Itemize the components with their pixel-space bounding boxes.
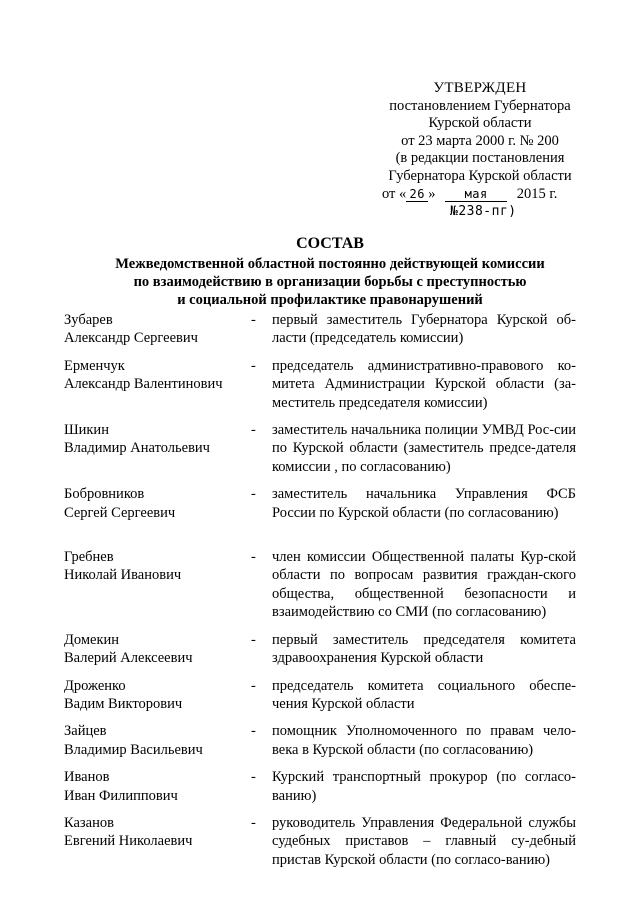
member-row xyxy=(64,357,576,412)
approval-line: от 23 марта 2000 г. № 200 xyxy=(401,132,559,149)
member-role: заместитель начальника Управления ФСБ России по Курской области (по согласованию) xyxy=(272,486,576,521)
member-row xyxy=(64,768,576,805)
member-row xyxy=(64,814,576,869)
member-surname: Гребнев xyxy=(64,549,114,566)
member-name xyxy=(64,311,244,348)
member-role: руководитель Управления Федеральной службы судебных приставов – главный су-дебный пристав Курской области (по согласо-ванию) xyxy=(272,814,576,868)
member-dash: - xyxy=(251,549,256,566)
member-name xyxy=(64,814,244,851)
approval-line: постановлением Губернатора xyxy=(389,97,571,114)
member-dash: - xyxy=(251,312,256,328)
member-surname: Ерменчук xyxy=(64,357,125,374)
approval-line: Курской области xyxy=(428,115,532,132)
member-name xyxy=(64,421,244,458)
title-line: Межведомственной областной постоянно действующей комиссии xyxy=(115,256,545,272)
member-surname: Зубарев xyxy=(64,312,113,328)
approval-stamp xyxy=(360,80,600,221)
member-name xyxy=(64,485,244,522)
member-dash: - xyxy=(251,723,256,740)
member-role: Курский транспортный прокурор (по согласо-ванию) xyxy=(272,769,576,804)
member-name xyxy=(64,677,244,714)
approval-line: Губернатора Курской области xyxy=(388,167,572,184)
title-line: и социальной профилактике правонарушений xyxy=(177,292,483,308)
date-day: 26 xyxy=(406,188,428,202)
member-name xyxy=(64,548,244,585)
member-name xyxy=(64,631,244,668)
member-row xyxy=(64,421,576,476)
member-name xyxy=(64,357,244,394)
member-given-name: Владимир Васильевич xyxy=(64,741,203,758)
member-surname: Шикин xyxy=(64,422,109,439)
member-dash: - xyxy=(251,486,256,503)
member-given-name: Александр Сергеевич xyxy=(64,330,198,347)
date-year: 2015 г. xyxy=(516,185,558,202)
member-role: первый заместитель председателя комитета здравоохранения Курской области xyxy=(272,631,576,667)
member-role: помощник Уполномоченного по правам чело-века в Курской области (по согласованию) xyxy=(272,723,576,758)
member-surname: Зайцев xyxy=(64,723,107,740)
member-dash: - xyxy=(251,631,256,648)
approval-date-line xyxy=(360,186,600,204)
member-given-name: Вадим Викторович xyxy=(64,695,183,712)
member-given-name: Сергей Сергеевич xyxy=(64,504,176,521)
member-row xyxy=(64,631,576,668)
date-month: мая xyxy=(445,188,507,202)
member-role: председатель комитета социального обеспе-чения Курской области xyxy=(272,677,576,712)
member-given-name: Владимир Анатольевич xyxy=(64,440,210,457)
approval-line: (в редакции постановления xyxy=(395,150,565,167)
member-given-name: Евгений Николаевич xyxy=(64,833,193,850)
member-role: заместитель начальника полиции УМВД Рос-сии по Курской области (заместитель предсе-дателя комиссии , по согласованию) xyxy=(272,422,576,475)
members-list xyxy=(64,311,576,869)
member-dash: - xyxy=(251,769,256,786)
approval-heading: УТВЕРЖДЕН xyxy=(433,80,527,96)
member-name xyxy=(64,722,244,759)
title-main: СОСТАВ xyxy=(296,235,364,252)
member-surname: Домекин xyxy=(64,631,120,648)
member-role: первый заместитель Губернатора Курской об-ласти (председатель комиссии) xyxy=(272,312,576,347)
member-surname: Дроженко xyxy=(64,677,126,694)
member-given-name: Николай Иванович xyxy=(64,567,182,584)
document-title xyxy=(60,234,600,309)
approval-number: №238-пг) xyxy=(450,204,517,220)
member-surname: Бобровников xyxy=(64,486,145,503)
member-given-name: Валерий Алексеевич xyxy=(64,650,193,667)
member-surname: Казанов xyxy=(64,814,114,831)
member-role: член комиссии Общественной палаты Кур-ской области по вопросам развития граждан-ского общества, общественной безопасности и взаимодействию со СМИ (по согласованию) xyxy=(272,549,576,621)
member-row xyxy=(64,722,576,759)
member-dash: - xyxy=(251,677,256,694)
member-role: председатель административно-правового ко-митета Администрации Курской области (за-меститель председателя комиссии) xyxy=(272,357,576,411)
member-dash: - xyxy=(251,357,256,374)
member-given-name: Иван Филиппович xyxy=(64,787,178,804)
member-row xyxy=(64,548,576,622)
member-given-name: Александр Валентинович xyxy=(64,376,223,393)
title-line: по взаимодействию в организации борьбы с преступностью xyxy=(133,274,527,290)
member-row xyxy=(64,677,576,714)
member-surname: Иванов xyxy=(64,769,110,786)
date-mid: » xyxy=(428,185,436,202)
date-prefix: от « xyxy=(382,185,407,202)
member-dash: - xyxy=(251,422,256,439)
member-dash: - xyxy=(251,814,256,831)
member-name xyxy=(64,768,244,805)
member-row xyxy=(64,485,576,522)
member-row xyxy=(64,311,576,348)
